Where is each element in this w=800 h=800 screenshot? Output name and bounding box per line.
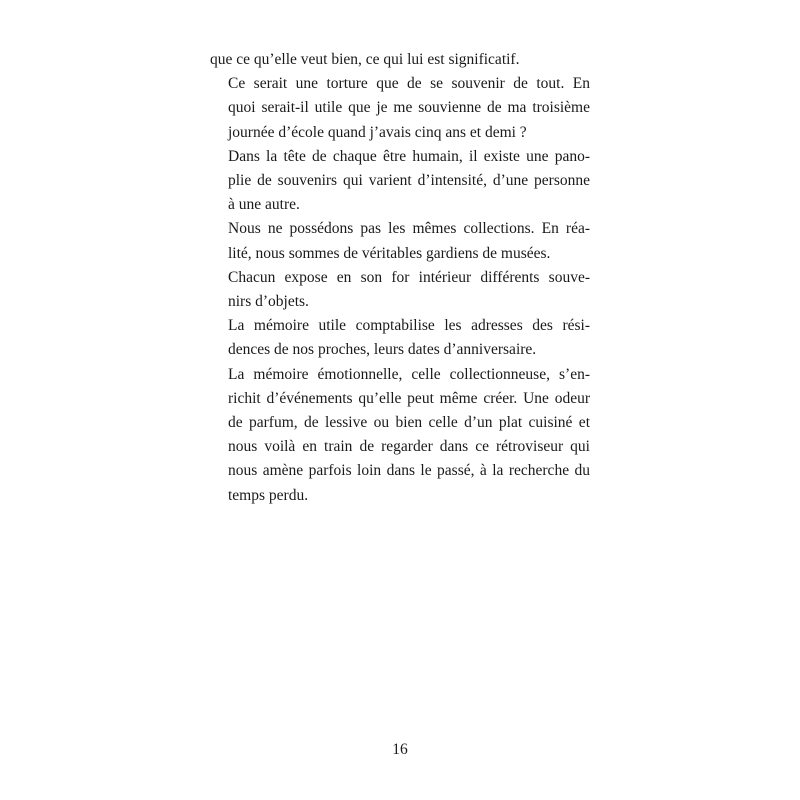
text-line: lité, nous sommes de véritables gardiens de musées. [228, 244, 551, 262]
text-line: que ce qu’elle veut bien, ce qui lui est significatif. [210, 51, 520, 68]
text-line: Chacun expose en son for intérieur différents souve- [228, 268, 590, 286]
body-text [210, 48, 590, 508]
text-line: Dans la tête de chaque être humain, il existe une pano- [228, 147, 590, 165]
text-line: La mémoire émotionnelle, celle collectionneuse, s’en- [228, 365, 590, 383]
text-line: temps perdu. [228, 486, 309, 504]
paragraph [210, 145, 590, 218]
text-line: Ce serait une torture que de se souvenir de tout. En [228, 75, 590, 93]
paragraph [210, 363, 590, 508]
paragraph [210, 48, 590, 72]
paragraph [210, 314, 590, 362]
text-line: richit d’événements qu’elle peut même créer. Une odeur [228, 389, 590, 407]
text-line: journée d’école quand j’avais cinq ans et demi ? [228, 123, 527, 141]
paragraph [210, 72, 590, 145]
text-line: nous amène parfois loin dans le passé, à la recherche du [228, 462, 590, 480]
text-line: quoi serait-il utile que je me souvienne de ma troisième [228, 99, 590, 117]
text-line: plie de souvenirs qui varient d’intensité, d’une personne [228, 172, 590, 190]
text-line: dences de nos proches, leurs dates d’anniversaire. [228, 341, 537, 359]
text-line: de parfum, de lessive ou bien celle d’un plat cuisiné et [228, 414, 590, 432]
paragraph [210, 217, 590, 265]
text-line: nirs d’objets. [228, 293, 309, 311]
text-line: à une autre. [228, 196, 300, 214]
text-line: Nous ne possédons pas les mêmes collections. En réa- [228, 220, 590, 238]
text-line: La mémoire utile comptabilise les adresses des rési- [228, 317, 590, 335]
text-line: nous voilà en train de regarder dans ce rétroviseur qui [228, 438, 590, 456]
page-number: 16 [392, 741, 408, 758]
paragraph [210, 266, 590, 314]
